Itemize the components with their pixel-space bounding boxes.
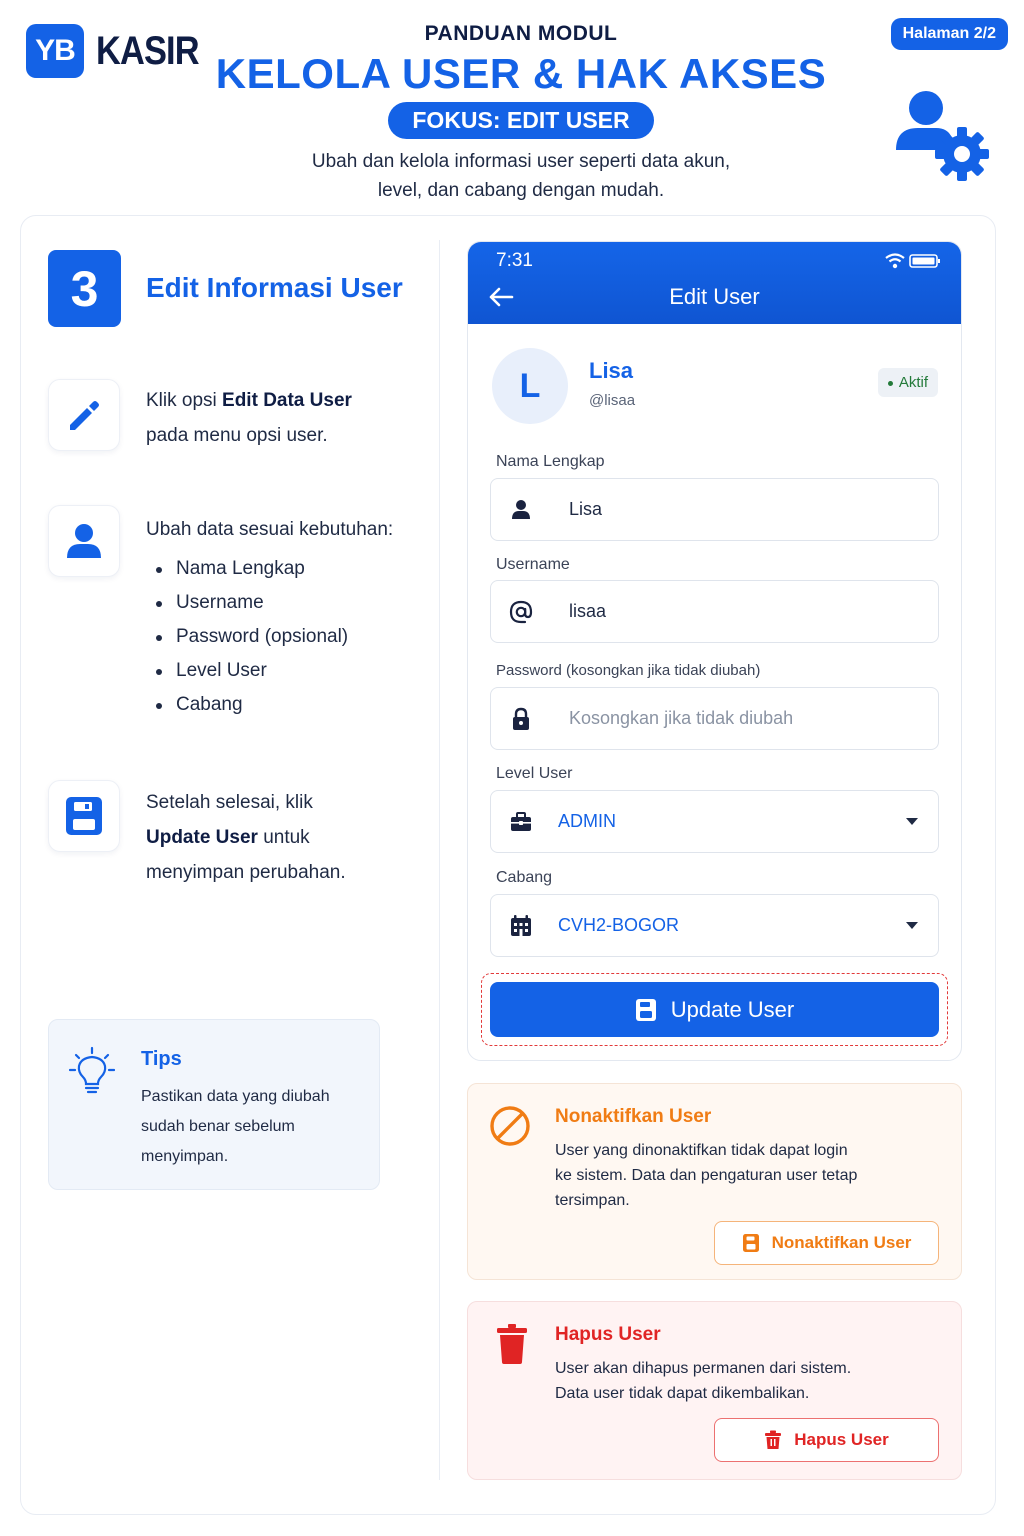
avatar: L [492, 348, 568, 424]
deactivate-card [467, 1083, 962, 1280]
instruction-3-line3: menyimpan perubahan. [146, 862, 346, 883]
level-select[interactable] [490, 790, 939, 853]
battery-icon [910, 255, 940, 267]
briefcase-icon [509, 810, 533, 834]
list-item: Password (opsional) [156, 620, 348, 654]
user-icon [64, 521, 104, 561]
list-item: Cabang [156, 688, 348, 722]
instruction-1-bold: Edit Data User [222, 390, 352, 411]
user-gear-icon [892, 86, 992, 182]
header-description [0, 147, 1024, 205]
step-number: 3 [48, 250, 121, 327]
save-icon [742, 1233, 760, 1253]
header-desc-line1: Ubah dan kelola informasi user seperti data akun, [311, 151, 731, 172]
deactivate-user-button[interactable] [714, 1221, 939, 1265]
status-badge [878, 368, 938, 397]
instruction-3-line1: Setelah selesai, klik [146, 792, 313, 813]
lock-icon [509, 707, 533, 731]
status-time: 7:31 [496, 250, 533, 271]
user-icon [509, 498, 533, 522]
update-user-label: Update User [670, 996, 795, 1022]
password-field[interactable] [490, 687, 939, 750]
tips-box [48, 1019, 380, 1190]
save-icon [64, 795, 104, 837]
level-value: ADMIN [558, 811, 616, 831]
status-dot [888, 381, 893, 386]
step-instruction-2: Ubah data sesuai kebutuhan: [146, 519, 394, 540]
focus-pill: FOKUS: EDIT USER [388, 102, 653, 139]
fullname-value: Lisa [569, 499, 603, 519]
phone-mockup [467, 241, 962, 1061]
save-icon [635, 998, 657, 1022]
user-name: Lisa [589, 358, 634, 383]
page-badge: Halaman 2/2 [891, 18, 1008, 50]
delete-text: User akan dihapus permanen dari sistem. Data user tidak dapat dikembalikan. [555, 1360, 852, 1402]
instruction-3-text: untuk [257, 827, 310, 848]
username-value: lisaa [569, 601, 607, 621]
delete-user-button[interactable] [714, 1418, 939, 1462]
wifi-icon [886, 255, 904, 269]
header-subtitle: PANDUAN MODUL [424, 22, 618, 45]
header [0, 22, 1024, 205]
page-title: KELOLA USER & HAK AKSES [215, 50, 827, 97]
delete-title: Hapus User [555, 1324, 661, 1345]
column-divider [439, 240, 440, 1480]
username-field[interactable] [490, 580, 939, 643]
list-item: Username [156, 586, 348, 620]
header-desc-line2: level, dan cabang dengan mudah. [377, 180, 665, 201]
instruction-1-text: Klik opsi [146, 390, 223, 411]
pencil-icon [64, 395, 104, 435]
pencil-icon-tile [48, 379, 120, 451]
list-item: Level User [156, 654, 348, 688]
delete-button-label: Hapus User [794, 1430, 889, 1449]
step-instruction-3 [146, 785, 346, 890]
deactivate-title: Nonaktifkan User [555, 1106, 712, 1127]
branch-select[interactable] [490, 894, 939, 957]
status-text: Aktif [898, 374, 928, 391]
building-icon [509, 914, 533, 938]
save-icon-tile [48, 780, 120, 852]
deactivate-text: User yang dinonaktifkan tidak dapat login ke sistem. Data dan pengaturan user tetap tersimpan. [555, 1142, 858, 1209]
deactivate-button-label: Nonaktifkan User [771, 1233, 912, 1252]
delete-card [467, 1301, 962, 1480]
trash-icon [764, 1430, 782, 1450]
ban-icon [488, 1104, 532, 1148]
update-user-button[interactable] [490, 982, 939, 1037]
app-bar [468, 242, 961, 324]
user-handle: @lisaa [589, 392, 636, 409]
chevron-down-icon [906, 922, 918, 929]
level-label: Level User [496, 765, 573, 782]
screen-title: Edit User [669, 284, 760, 309]
chevron-down-icon [906, 818, 918, 825]
branch-label: Cabang [496, 869, 553, 886]
fullname-field[interactable] [490, 478, 939, 541]
tips-text: Pastikan data yang diubah sudah benar sebelum menyimpan. [141, 1088, 330, 1165]
instruction-3-bold: Update User [146, 827, 258, 848]
step-instruction-1 [146, 383, 352, 453]
status-icons [885, 252, 941, 270]
list-item: Nama Lengkap [156, 552, 348, 586]
step-title: Edit Informasi User [146, 272, 403, 303]
username-label: Username [496, 556, 570, 573]
logo-text: KASIR [96, 28, 199, 73]
field-list [156, 552, 348, 722]
fullname-label: Nama Lengkap [496, 453, 605, 470]
instruction-1-text-2: pada menu opsi user. [146, 425, 328, 446]
at-sign-icon [509, 600, 533, 624]
branch-value: CVH2-BOGOR [558, 915, 680, 935]
user-icon-tile [48, 505, 120, 577]
trash-icon [494, 1322, 538, 1368]
lightbulb-icon [69, 1046, 115, 1098]
password-placeholder: Kosongkan jika tidak diubah [569, 708, 794, 728]
tips-title: Tips [141, 1048, 182, 1070]
password-label: Password (kosongkan jika tidak diubah) [496, 662, 761, 679]
logo-mark: YB [26, 24, 84, 78]
